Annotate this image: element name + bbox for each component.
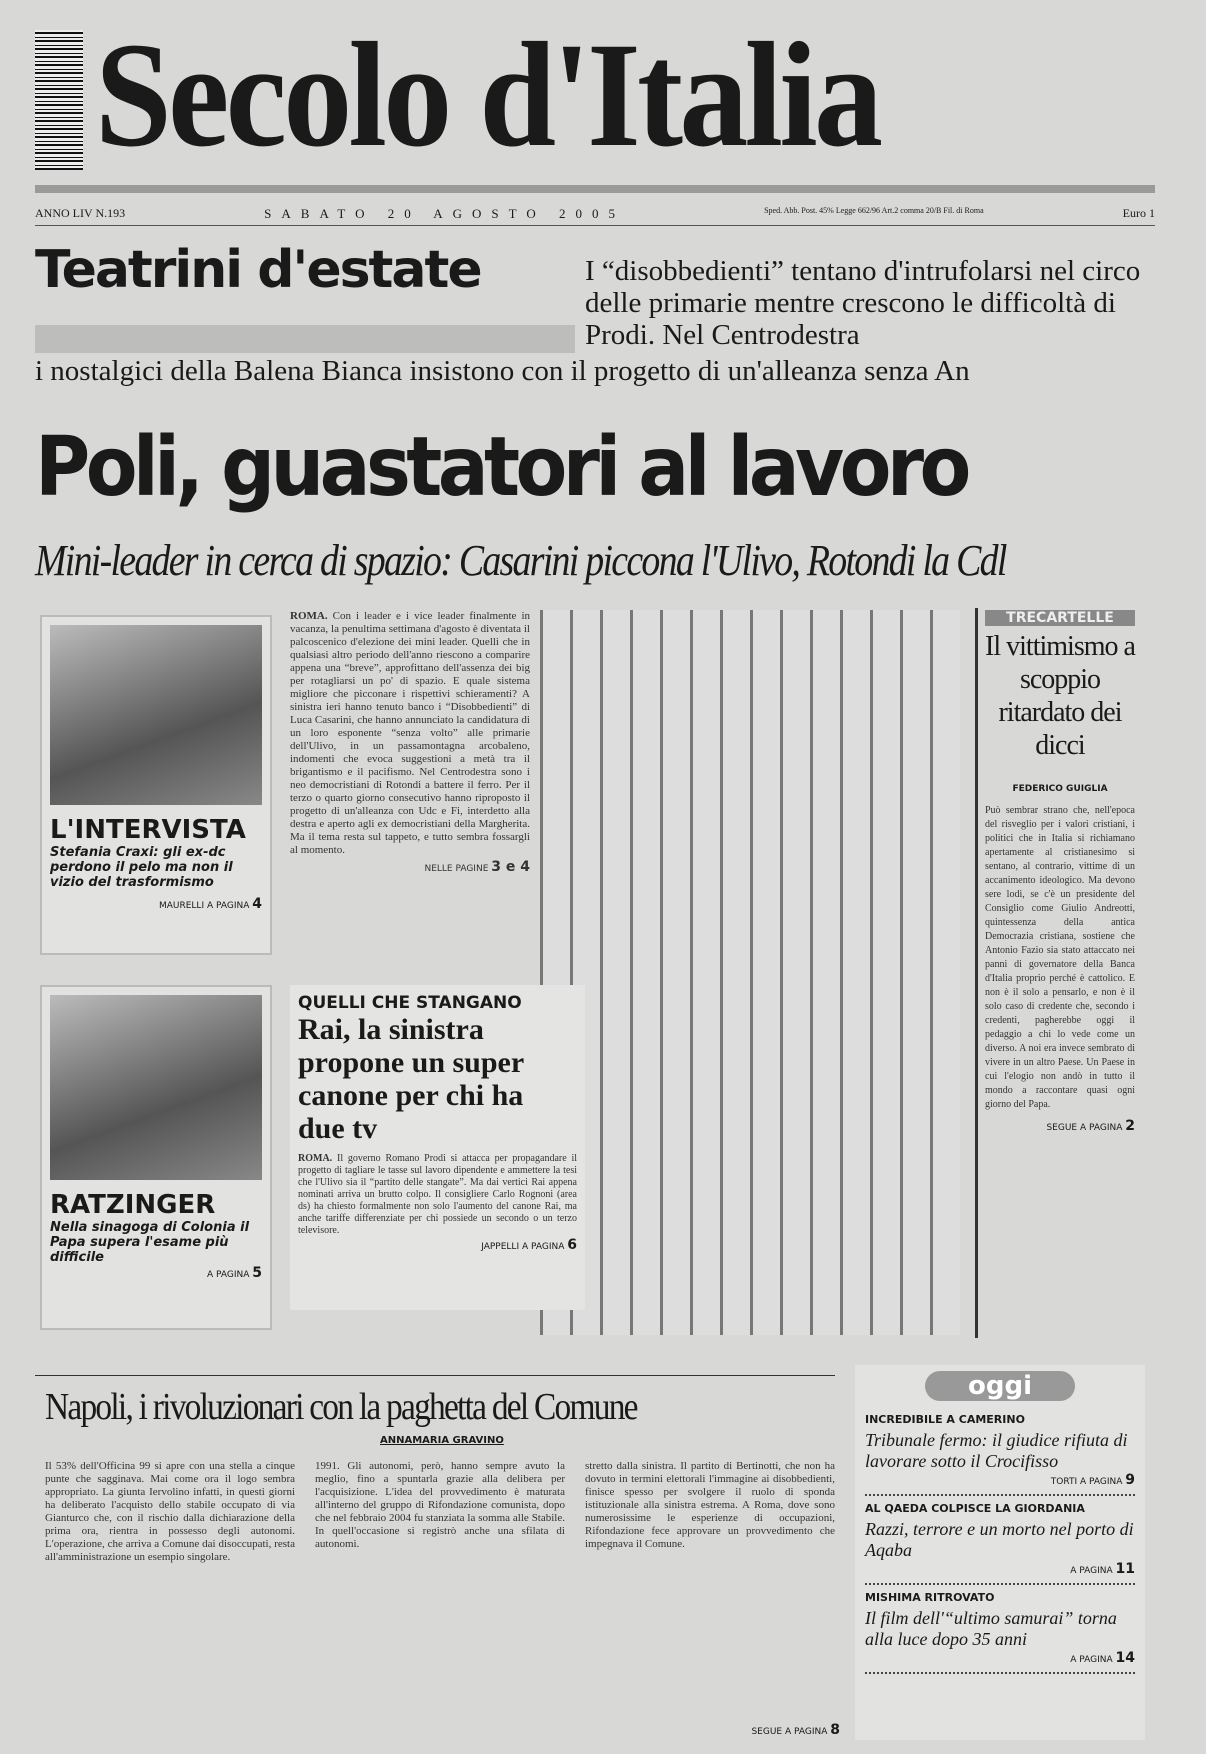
oggi-kicker: INCREDIBILE A CAMERINO <box>865 1413 1025 1426</box>
rai-kicker: QUELLI CHE STANGANO <box>298 993 522 1013</box>
top-kicker: Teatrini d'estate <box>35 240 481 300</box>
oggi-item[interactable] <box>865 1496 1135 1585</box>
oggi-ref: A PAGINA <box>1079 1477 1123 1487</box>
napoli-ref: SEGUE A PAGINA <box>751 1727 828 1737</box>
top-deck: I “disobbedienti” tentano d'intrufolarsi nel circo delle primarie mentre crescono le difficoltà di Prodi. Nel Centrodestra <box>585 255 1141 351</box>
intervista-label: L'INTERVISTA <box>50 815 246 845</box>
lead-subhead: Mini-leader in cerca di spazio: Casarini piccona l'Ulivo, Rotondi la Cdl <box>35 536 1006 585</box>
ratzinger-page: 5 <box>252 1265 262 1281</box>
oggi-page: 11 <box>1115 1561 1135 1577</box>
intervista-page: 4 <box>252 896 262 912</box>
ratzinger-text: Nella sinagoga di Colonia il Papa supera l'esame più difficile <box>50 1220 250 1265</box>
top-deck-line2: i nostalgici della Balena Bianca insistono con il progetto di un'alleanza senza An <box>35 355 970 387</box>
oggi-author: TORTI <box>1050 1477 1078 1487</box>
intervista-ref: A PAGINA <box>206 901 250 911</box>
napoli-col-2: 1991. Gli autonomi, però, hanno sempre avuto la meglio, fino a spuntarla grazie alla delibera per l'acquisizione. L'idea del provvedimento è maturata all'interno del gruppo di Rifondazione comunista, dopo che nel febbraio 2004 fu stanziata la somma alle Stabile. In quell'occasione si registrò anche una sfilata di autonomi. <box>315 1460 565 1550</box>
intervista-author: MAURELLI <box>158 901 205 911</box>
rai-author: JAPPELLI <box>481 1242 520 1252</box>
dateline-bar <box>35 206 1155 226</box>
oggi-kicker: AL QAEDA COLPISCE LA GIORDANIA <box>865 1502 1085 1515</box>
kicker-bar <box>35 325 575 353</box>
napoli-title: Napoli, i rivoluzionari con la paghetta del Comune <box>45 1386 637 1428</box>
trecartelle-column[interactable] <box>985 610 1135 1134</box>
lead-pages: 3 e 4 <box>491 859 530 875</box>
intervista-text: Stefania Craxi: gli ex-dc perdono il pelo ma non il vizio del trasformismo <box>50 845 233 890</box>
rai-title: Rai, la sinistra propone un super canone per chi ha due tv <box>298 1013 524 1145</box>
price: Euro 1 <box>1122 206 1155 220</box>
rai-dateline: ROMA. <box>298 1153 333 1164</box>
trecartelle-body: Può sembrar strano che, nell'epoca del risveglio per i valori cristiani, i politici che in Italia si richiamano apertamente al cristianesimo si sentano, al contrario, vittime di un accanimento ideologico. Ma devono sere lodi, se c'è un presidente del Consiglio come Giulio Andreotti, quintessenza della antica Democrazia cristiana, sostiene che Antonio Fazio sia stato attaccato nei panni di governatore della Banca d'Italia proprio perché è cattolico. E non è il solo a pensarlo, e non è il solo caso di credente che, secondo i credenti, pagherebbe oggi il pedaggio a chi lo vede come un diverso. A noi era invece sembrato di vivere in un altro Paese. Un Paese in cui l'elogio non andò in tutto il mondo a raccontare quasi ogni giorno del Papa. <box>985 805 1135 1110</box>
napoli-col-3: stretto dalla sinistra. Il partito di Bertinotti, che non ha dovuto in termini elettorali l'immagine ai disobbedienti, finisce spesso per svolgere il ruolo di sponda istituzionale alla sinistra estrema. A Roma, dove sono numerosissime le esperienze di occupazioni, Rifondazione fece approvare un provvedimento che impegnava il Comune. <box>585 1460 835 1550</box>
oggi-item[interactable] <box>865 1585 1135 1674</box>
intervista-box[interactable] <box>40 615 272 955</box>
oggi-kicker: MISHIMA RITROVATO <box>865 1591 995 1604</box>
oggi-page: 14 <box>1115 1650 1135 1666</box>
oggi-item[interactable] <box>865 1407 1135 1496</box>
trecartelle-author: FEDERICO GUIGLIA <box>1012 784 1108 794</box>
napoli-author: ANNAMARIA GRAVINO <box>380 1435 504 1446</box>
oggi-text: Razzi, terrore e un morto nel porto di Aqaba <box>865 1519 1134 1560</box>
issue-date: SABATO 20 AGOSTO 2005 <box>264 206 626 221</box>
trecartelle-title: Il vittimismo a scoppio ritardato dei dicci <box>985 631 1135 761</box>
lead-headline: Poli, guastatori al lavoro <box>35 420 967 515</box>
oggi-page: 9 <box>1125 1472 1135 1488</box>
intervista-photo <box>50 625 262 805</box>
rai-article[interactable] <box>290 985 585 1310</box>
oggi-text: Il film dell'“ultimo samurai” torna alla luce dopo 35 anni <box>865 1608 1117 1649</box>
oggi-ref: A PAGINA <box>1070 1566 1113 1576</box>
oggi-ref: A PAGINA <box>1070 1655 1113 1665</box>
lead-photo <box>540 610 960 1335</box>
napoli-page: 8 <box>830 1722 840 1738</box>
lead-text: Con i leader e i vice leader finalmente in vacanza, la penultima settimana d'agosto è diventata il palcoscenico d'elezione dei mini leader. Quelli che in qualsiasi altro periodo dell'anno riescono a comparire appena una “breve”, approfittano dell'assenza dei big per rotagliarsi un po' di spazio. E quale sistema migliore che picconare i rispettivi schieramenti? A sinistra ieri hanno tenuto banco i “Disobbedienti” di Luca Casarini, che hanno annunciato la candidatura di un loro esponente “senza volto” alle primarie dell'Ulivo, in un passamontagna arcobaleno, indomenti che evoca suggestioni a metà tra il brigantismo e il pacifismo. Nel Centrodestra sono i neo democristiani di Rotondi a battere il ferro. Per il terzo o quarto giorno consecutivo hanno riproposto il progetto di un'alleanza con Udc e Fi, interdetto alla destra e aperto agli ex democristiani della Margherita. Ma il tema resta sul tappeto, e tutto sembra fossargli al momento. <box>290 610 531 856</box>
lead-body <box>290 610 530 876</box>
trecartelle-label: TRECARTELLE <box>985 610 1135 626</box>
column-divider <box>975 608 978 1338</box>
issue-number: ANNO LIV N.193 <box>35 206 126 220</box>
lead-dateline: ROMA. <box>290 610 328 622</box>
rai-ref: A PAGINA <box>521 1242 565 1252</box>
oggi-label: oggi <box>925 1371 1075 1401</box>
masthead-title: Secolo d'Italia <box>95 12 880 178</box>
napoli-body <box>45 1460 835 1564</box>
lead-ref: NELLE PAGINE <box>424 864 489 874</box>
ratzinger-photo <box>50 995 262 1180</box>
oggi-text: Tribunale fermo: il giudice rifiuta di lavorare sotto il Crocifisso <box>865 1430 1128 1471</box>
rai-body: Il governo Romano Prodi si attacca per propagandare il progetto di tagliare le tasse sul lavoro dipendente e ammettere la tesi che l'Ulivo sia il “partito delle stangate”. Ma dai vertici Rai appena nominati arriva un brutto colpo. Il consigliere Carlo Rognoni (area ds) ha chiesto formalmente non solo l'aumento del canone Rai, ma anche tariffe differenziate per chi possiede un secondo o un terzo televisore. <box>298 1153 578 1236</box>
postal-info: Sped. Abb. Post. 45% Legge 662/96 Art.2 comma 20/B Fil. di Roma <box>764 206 984 215</box>
ratzinger-box[interactable] <box>40 985 272 1330</box>
napoli-rule <box>35 1375 835 1376</box>
rai-page: 6 <box>567 1237 577 1253</box>
barcode <box>35 30 83 170</box>
ratzinger-ref: A PAGINA <box>206 1270 250 1280</box>
napoli-col-1: Il 53% dell'Officina 99 si apre con una stella a cinque punte che sagginava. Mai come ora il logo sembra appropriato. La giunta Iervolino infatti, in questi giorni ha deliberato l'acquisto dello stabile occupato di via Gianturco che, con il rischio dalla dichiarazione della prima ora, rientra in possesso degli autonomi. L'operazione, che arriva a Comune dai disoccupati, resta all'amministrazione un esempio singolare. <box>45 1460 295 1563</box>
trecartelle-ref: SEGUE A PAGINA <box>1046 1123 1123 1133</box>
masthead-rule <box>35 185 1155 193</box>
oggi-box <box>855 1365 1145 1740</box>
trecartelle-page: 2 <box>1125 1118 1135 1134</box>
ratzinger-label: RATZINGER <box>50 1190 216 1220</box>
